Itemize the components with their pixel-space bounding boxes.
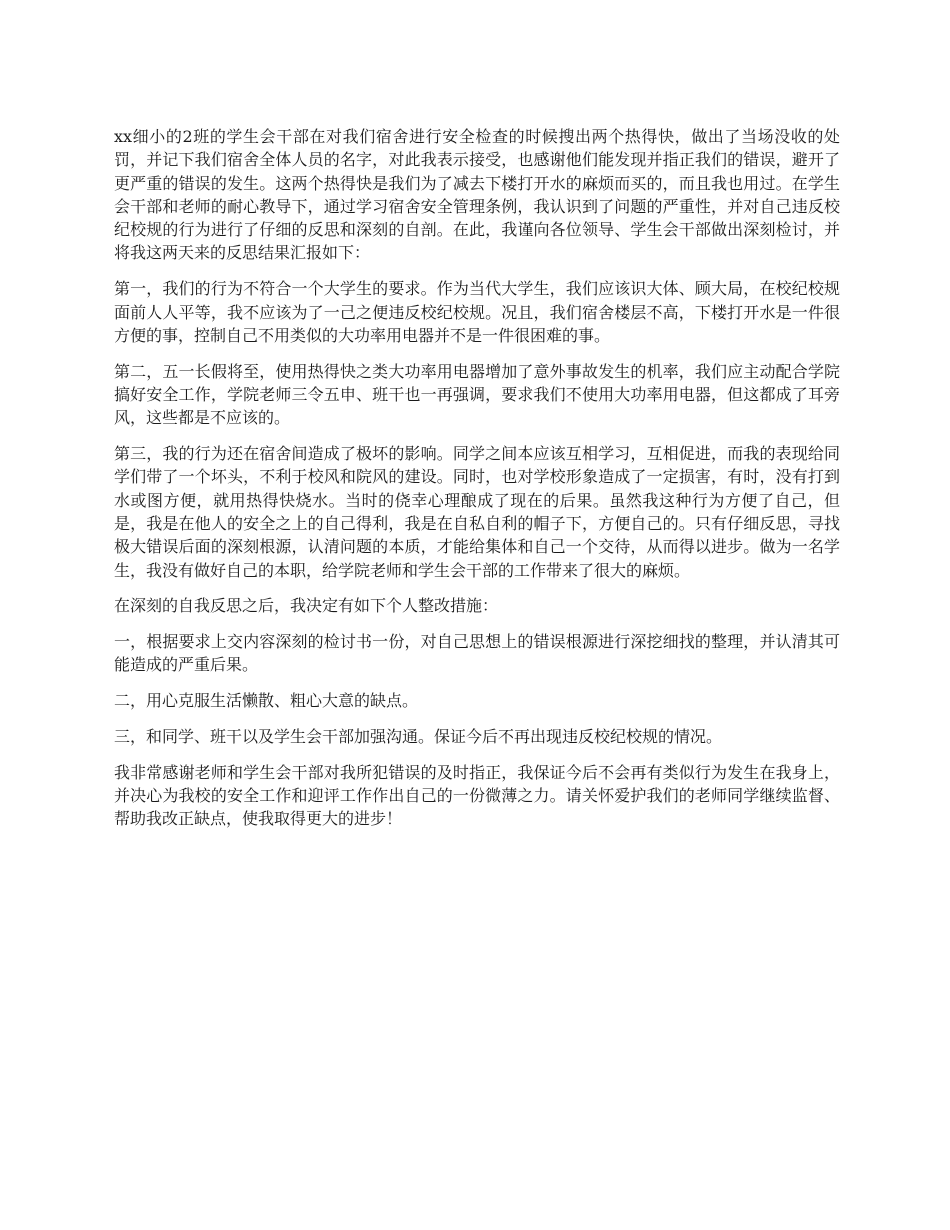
paragraph-closing: 我非常感谢老师和学生会干部对我所犯错误的及时指正，我保证今后不会再有类似行为发生在我身上，并决心为我校的安全工作和迎评工作作出自己的一份微薄之力。请关怀爱护我们的老师同学继续监督、帮助我改正缺点，使我取得更大的进步！ — [114, 762, 840, 829]
paragraph-measure-three: 三，和同学、班干以及学生会干部加强沟通。保证今后不再出现违反校纪校规的情况。 — [114, 727, 723, 747]
paragraph-third-point: 第三，我的行为还在宿舍间造成了极坏的影响。同学之间本应该互相学习，互相促进，而我的表现给同学们带了一个坏头，不利于校风和院风的建设。同时，也对学校形象造成了一定损害，有时，没有打到水或图方便，就用热得快烧水。当时的侥幸心理酿成了现在的后果。虽然我这种行为方便了自己，但是，我是在他人的安全之上的自己得利，我是在自私自利的帽子下，方便自己的。只有仔细反思，寻找极大错误后面的深刻根源，认清问题的本质，才能给集体和自己一个交待，从而得以进步。做为一名学生，我没有做好自己的本职，给学院老师和学生会干部的工作带来了很大的麻烦。 — [114, 444, 840, 580]
paragraph-measures-intro: 在深刻的自我反思之后，我决定有如下个人整改措施： — [114, 596, 499, 616]
paragraph-measure-one: 一，根据要求上交内容深刻的检讨书一份，对自己思想上的错误根源进行深挖细找的整理，并认清其可能造成的严重后果。 — [114, 632, 840, 675]
paragraph-measure-two: 二，用心克服生活懒散、粗心大意的缺点。 — [114, 691, 419, 711]
paragraph-intro: xx细小的2班的学生会干部在对我们宿舍进行安全检查的时候搜出两个热得快，做出了当场没收的处罚，并记下我们宿舍全体人员的名字，对此我表示接受，也感谢他们能发现并指正我们的错误，避开了更严重的错误的发生。这两个热得快是我们为了减去下楼打开水的麻烦而买的，而且我也用过。在学生会干部和老师的耐心教导下，通过学习宿舍安全管理条例，我认识到了问题的严重性，并对自己违反校纪校规的行为进行了仔细的反思和深刻的自剖。在此，我谨向各位领导、学生会干部做出深刻检讨，并将我这两天来的反思结果汇报如下： — [114, 127, 840, 263]
paragraph-second-point: 第二，五一长假将至，使用热得快之类大功率用电器增加了意外事故发生的机率，我们应主动配合学院搞好安全工作，学院老师三令五申、班干也一再强调，要求我们不使用大功率用电器，但这都成了耳旁风，这些都是不应该的。 — [114, 361, 840, 428]
paragraph-first-point: 第一，我们的行为不符合一个大学生的要求。作为当代大学生，我们应该识大体、顾大局，在校纪校规面前人人平等，我不应该为了一己之便违反校纪校规。况且，我们宿舍楼层不高，下楼打开水是一件很方便的事，控制自己不用类似的大功率用电器并不是一件很困难的事。 — [114, 279, 840, 345]
document-body — [114, 125, 840, 843]
